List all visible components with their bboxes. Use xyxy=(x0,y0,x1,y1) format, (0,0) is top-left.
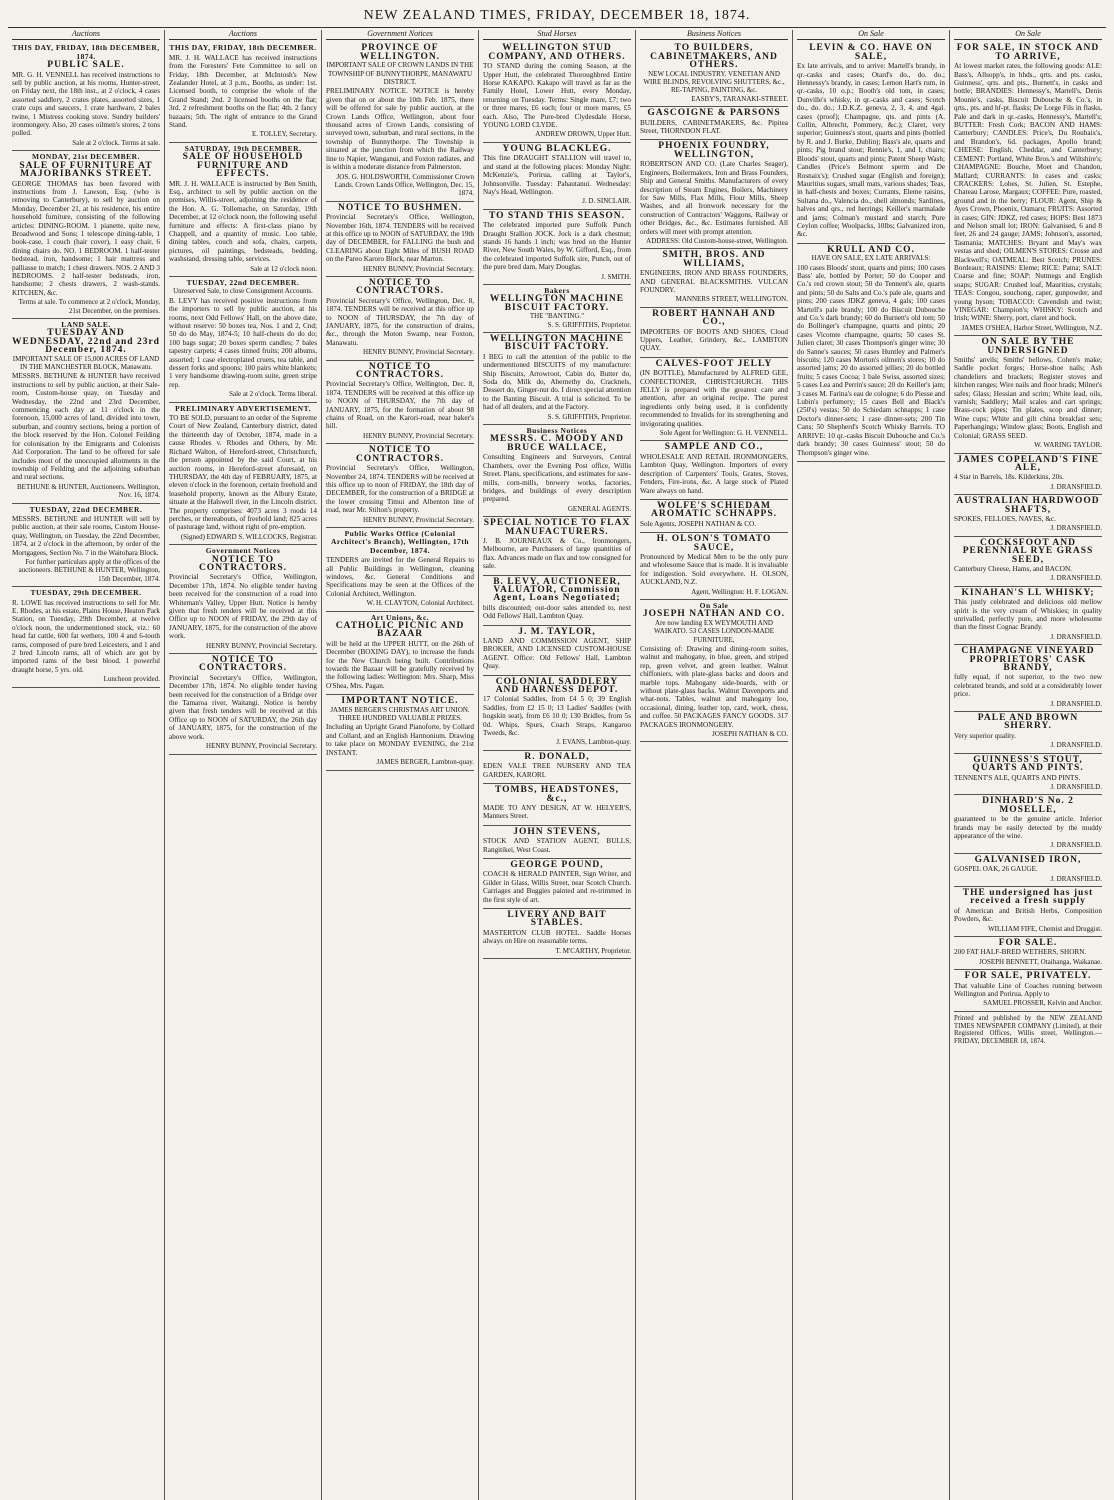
ad-signature: MANNERS STREET, WELLINGTON. xyxy=(675,295,788,304)
section-heading: On Sale xyxy=(797,30,945,40)
ad-body: Pronounced by Medical Men to be the only pure and wholesome Sauce that is made. It is invaluable for indigestion. Sold everywhere. H. OLSON, AUCKLAND, N.Z. xyxy=(640,552,788,587)
section-heading: On Sale xyxy=(954,30,1102,40)
ad-body: Consulting Engineers and Surveyors, Central Chambers, over the Evening Post office, Willis Street. Plans, specifications, and estimates for saw-mills, corn-mills, brewery works, factories, bridges, and buildings of every description prepared. xyxy=(483,453,631,504)
ad-subtitle: IMPORTANT SALE OF 15,000 ACRES OF LAND IN THE MANCHESTER BLOCK, Manawatu. xyxy=(12,354,160,372)
advertisement xyxy=(640,358,788,442)
ad-body: The celebrated imported pure Suffolk Punch Draught Stallion JOCK. Jock is a dark chestnut; stands 16 hands 1 inch; was bred on the Hunter River, New South Wales, by W. Gifford, Esq., from the celebrated imported Suffolk sire, Punch, out of the pure bred dam, Mary Douglas. xyxy=(483,221,631,272)
advertisement xyxy=(326,444,474,528)
ad-body: IMPORTERS OF BOOTS AND SHOES, Cloud Uppers, Leather, Grindery, &c., LAMBTON QUAY. xyxy=(640,327,788,353)
ad-signature: HENRY BUNNY, Provincial Secretary. xyxy=(363,431,474,440)
advertisement xyxy=(483,784,631,826)
column-7 xyxy=(950,30,1106,1500)
ad-signature: Sale at 12 o'clock noon. xyxy=(250,264,317,273)
ad-body: 17 Colonial Saddles, from £4 5 0; 39 English Saddles, from £2 15 0; 13 Ladies' Saddles (with hogskin seat), from £6 10 0; 130 Bridles, from 5s 0d. Whips, Spurs, Coach Straps, Kangaroo Tweeds, &c. xyxy=(483,695,631,738)
ad-signature: W. WARING TAYLOR. xyxy=(1034,441,1102,450)
advertisement xyxy=(954,754,1102,796)
ad-title: PHOENIX FOUNDRY, WELLINGTON, xyxy=(658,141,770,160)
ad-title: COCKSFOOT AND PERENNIAL RYE GRASS SEED, xyxy=(962,537,1094,565)
advertisement xyxy=(483,826,631,859)
ad-date-heading: TUESDAY, 22nd DECEMBER. xyxy=(29,504,143,514)
ad-body: TO STAND during the coming Season, at the Upper Hutt, the celebrated Thoroughbred Entire Horse KAKAPO. Kakapo will travel as far as the Family Hotel, Lower Hutt, every Monday, returning on Tuesday. Terms: Single mare, £7; two or three mares, £6 each; four or more mares, £5 each. Also, The Pure-bred Clydesdale Horse, YOUNG LORD CLYDE. xyxy=(483,62,631,130)
ad-date-heading: Government Notices xyxy=(205,546,281,556)
ad-title: R. DONALD, xyxy=(524,751,590,762)
ad-title: NOTICE TO BUSHMEN. xyxy=(337,202,463,213)
ad-body: LAND AND COMMISSION AGENT, SHIP BROKER, AND LICENSED CUSTOM-HOUSE AGENT. Office: Old Fellows' Hall, Lambton Quay. xyxy=(483,637,631,671)
advertisement xyxy=(326,528,474,612)
ad-body: I BEG to call the attention of the public to the undermentioned BISCUITS of my manufacture: Ship Biscuits, Arrowroot, Cabin do, Butter do, Soda do, Milk do, Abernethy do, Cracknels, Dessert do, Ginger-nut do. I direct special attention to the Banting Biscuit. A trial is solicited. To be had of all dealers, and at the Factory. xyxy=(483,352,631,412)
ad-subtitle: THE "BANTING." xyxy=(529,312,585,321)
ad-title: JAMES COPELAND'S FINE ALE, xyxy=(957,454,1099,473)
ad-body: This justly celebrated and delicious old mellow spirit is the very cream of Whiskies; in quality unrivalled, perfectly pure, and more wholesome than the finest Cognac Brandy. xyxy=(954,598,1102,632)
advertisement xyxy=(12,42,160,151)
ad-body: MR. G. H. VENNELL has received instructions to sell by public auction, at his rooms, Hunter-street, on Friday next, the 18th inst., at 2 o'clock, 4 cases assorted saddlery, 2 crates plates, assorted sizes, 1 crate cups and saucers, 1 crate hardware, 2 bales twine, 1 Mistress cooking stove. Sundry builders' ironmongery. Also, 20 cases oilmen's stores, 2 tons polled. xyxy=(12,70,160,138)
ad-body: TENNENT'S ALE, QUARTS AND PINTS. xyxy=(954,773,1081,782)
ad-body: EDEN VALE TREE NURSERY AND TEA GARDEN, KARORI. xyxy=(483,762,631,779)
ad-body: will be held at the UPPER HUTT, on the 26th of December (BOXING DAY), to increase the funds for the New Church being built. Contributions towards the Bazaar will be gratefully received by the following ladies: Wellington: Mrs. Sharp, Miss O'Shea, Mrs. Pagan. xyxy=(326,639,474,690)
advertisement xyxy=(954,970,1102,1012)
ad-title: YOUNG BLACKLEG. xyxy=(502,143,612,154)
ad-signature: S. S. GRIFFITHS, Proprietor. xyxy=(547,320,631,329)
ad-date-heading: TUESDAY, 29th DECEMBER. xyxy=(30,588,142,598)
ad-title: WOLFE'S SCHIEDAM AROMATIC SCHNAPPS. xyxy=(650,500,778,520)
column-6 xyxy=(793,30,950,1500)
ad-title: PUBLIC SALE. xyxy=(47,60,125,71)
advertisement xyxy=(483,425,631,517)
ad-title: JOSEPH NATHAN AND CO. xyxy=(642,609,786,620)
ad-body: 200 FAT HALF-BRED WETHERS, SHORN. xyxy=(954,948,1087,957)
ad-title: GALVANISED IRON, xyxy=(974,854,1082,865)
ad-date-heading: LAND SALE. xyxy=(61,320,111,329)
ad-signature: EASBY'S, TARANAKI-STREET. xyxy=(691,94,788,103)
advertisement xyxy=(326,202,474,277)
advertisement xyxy=(640,441,788,499)
ad-body: 4 Star in Barrels, 18s. Kilderkins, 20s. xyxy=(954,473,1064,482)
ad-signature: GENERAL AGENTS. xyxy=(567,504,631,513)
advertisement xyxy=(169,654,317,754)
column-4 xyxy=(479,30,636,1500)
ad-signature: J. DRANSFIELD. xyxy=(1050,841,1102,850)
ad-title: JOHN STEVENS, xyxy=(513,826,601,837)
ad-body: Provincial Secretary's Office, Wellington, December 17th, 1874. No eligible tender having been received for the construction of a road into Whiteman's Valley, Upper Hutt. Notice is hereby given that fresh tenders will be received at this Office up to NOON of FRIDAY, the 29th day of JANUARY, 1875, for the construction of the above work. xyxy=(169,573,317,641)
ad-title: KRULL AND CO. xyxy=(827,244,915,255)
advertisement xyxy=(954,42,1102,336)
ad-subtitle: NEW LOCAL INDUSTRY. VENETIAN AND WIRE BLINDS, REVOLVING SHUTTERS, &c., RE-TAPING, PAINTING, &c. xyxy=(643,69,785,95)
ad-title: MESSRS. C. MOODY AND BRUCE WALLACE, xyxy=(490,434,624,453)
ad-title: TUESDAY AND WEDNESDAY, 22nd and 23rd December, 1874. xyxy=(12,328,160,356)
ad-title: NOTICE TO CONTRACTORS. xyxy=(355,445,445,464)
ad-signature: Sole Agent for Wellington: G. H. VENNELL. xyxy=(659,429,788,438)
ad-body: MADE TO ANY DESIGN, AT W. HELYER'S, Manners Street. xyxy=(483,803,631,821)
advertisement xyxy=(483,576,631,626)
ad-date-heading: PRELIMINARY ADVERTISEMENT. xyxy=(175,403,311,413)
ad-subtitle: Unreserved Sale, to close Consignment Accounts. xyxy=(173,287,313,296)
advertisement xyxy=(640,140,788,249)
column-1 xyxy=(8,30,165,1500)
advertisement xyxy=(326,42,474,201)
ad-signature: W. H. CLAYTON, Colonial Architect. xyxy=(366,599,474,608)
ad-title: CALVES-FOOT JELLY xyxy=(655,358,773,369)
ad-title: GUINNESS'S STOUT, QUARTS AND PINTS. xyxy=(972,754,1084,774)
ad-signature: HENRY BUNNY, Provincial Secretary. xyxy=(206,641,317,650)
ad-body: 100 cases Bloods' stout, quarts and pints; 100 cases Bass' ale, bottled by Porter; 50 do Cooper and Co.'s red crown stout; 50 do Tennent's ale, quarts and pints; 50 do Salts and Co.'s pale ale, quarts and pints; 200 cases JDKZ geneva, 4 gals; 100 cases Martell's pale brandy; 100 do Biscuit Dubouche and Co.'s dark brandy; 60 do Burnett's old tom; 50 do Bollinger's champagne, quarts and pints; 20 cases Vicomte champagne, quarts; 50 cases St. Julien claret; 30 cases Thompson's ginger wine; 30 do Sanne's sauces; 50 cases Huntley and Palmer's biscuits; 120 cases Morton's oilmen's stores; 10 do assorted jams; 20 do assorted jellies; 20 do bottled fruits; 5 cases Cocoa; 1 bale Swiss, assorted sizes; 5 cases Lea and Perrin's sauce; 20 do Keiller's jam; 3 cases M. Farina's eau de cologne; 6 do Piesse and Lubin's perfumery; 15 cases Bell and Black's (250's) vestas; 50 do Schiedam schnapps; 1 case Doctor's dinner-sets; 1 case dinner-sets; 200 Tin Cans; 50 Shepherd's Scotch Whisky Barrels. TO ARRIVE: 10 qr.-casks Biscuit Dubouche and Co.'s dark brandy; 30 cases Guinness' stout; 50 do Thompson's ginger wine. xyxy=(797,263,946,457)
ad-body: ROBERTSON AND CO. (Late Charles Seager), Engineers, Boilermakers, Iron and Brass Founders, Ship and General Smiths. Manufacturers of every description of Steam Engines, Boilers, Machinery for Saw Mills, Flax Mills, Flour Mills, Sheep Washes, and all Ironwork necessary for the construction of Contractors' Waggons, Railway or other Bridges, &c., &c. Estimates furnished. All orders will meet with prompt attention. xyxy=(640,160,788,236)
ad-body: MR. J. H. WALLACE is instructed by Ben Smith, Esq., architect to sell by public auction on the premises, Willis-street, adjoining the residence of the Hon. A. G. Tollemache, on Saturday, 19th December, at 12 o'clock noon, the following useful furniture and effects: A first-class piano by Chappell, and a quantity of music. Loo table, dining tables, couch and sofa, chairs, carpets, pictures, oil paintings, bedsteads, bedding, washstand, dressing table, services. xyxy=(169,179,317,264)
ad-body: ENGINEERS, IRON AND BRASS FOUNDERS, AND GENERAL BLACKSMITHS. VULCAN FOUNDRY. xyxy=(640,269,788,294)
advertisement xyxy=(954,336,1102,453)
ad-signature: J. DRANSFIELD. xyxy=(1050,574,1102,583)
ad-body: Provincial Secretary's Office, Wellington, December 17th, 1874. No eligible tender having been received for the construction of a Bridge over the Tamaroa river, Waitangi. Notice is hereby given that fresh tenders will be received at this Office up to NOON of SATURDAY, the 26th day of JANUARY, 1875, for the construction of the above work. xyxy=(169,673,317,741)
ad-title: COLONIAL SADDLERY AND HARNESS DEPOT. xyxy=(495,676,619,696)
ad-date-heading: Art Unions, &c. xyxy=(370,612,430,622)
ad-signature: For further particulars apply at the offices of the auctioneers. BETHUNE & HUNTER, Wellington, 15th December, 1874. xyxy=(18,557,160,583)
ad-body: J. B. JOURNEAUX & Co., Ironmongers, Melbourne, are Purchasers of large quantities of flax. Advances made on flax and tow consigned for sale. xyxy=(483,536,631,571)
ad-title: WELLINGTON STUD COMPANY, AND OTHERS. xyxy=(488,43,626,62)
ad-title: LEVIN & CO. HAVE ON SALE, xyxy=(809,43,933,62)
ad-body: Smiths' anvils; Smiths' bellows, Cohen's make; Saddle pocket forges; Horse-shoe nails; Ash chandeliers and brackets; Register stoves and kitchen ranges; Wire nails and floor brads; Milner's safes; Glass; Hessian and scrim; White lead, oils, varnish; Saddlery; Mail scales and cart springs; Brass-cock pipes; Tin plates, scop and dinner; Wine cups; White and gilt china breakfast sets; Paperhangings; Window glass; Boots, English and Colonial; GRASS SEED. xyxy=(954,356,1102,440)
ad-body: MASTERTON CLUB HOTEL. Saddle Horses always on Hire on reasonable terms. xyxy=(483,928,631,946)
ad-signature: ADDRESS: Old Custom-house-street, Wellington. xyxy=(646,236,788,245)
advertisement xyxy=(483,909,631,959)
ad-signature: JOS. G. HOLDSWORTH, Commissioner Crown Lands. Crown Lands Office, Wellington, Dec. 15, 1874. xyxy=(334,172,474,198)
ad-title: FOR SALE. xyxy=(998,938,1058,948)
advertisement xyxy=(954,887,1102,937)
ad-signature: Sale at 2 o'clock. Terms at sale. xyxy=(72,138,160,147)
ad-title: SAMPLE AND CO., xyxy=(664,442,764,453)
ad-title: NOTICE TO CONTRACTORS. xyxy=(198,655,288,674)
ad-body: BUILDERS, CABINETMAKERS, &c. Pipitea Street, THORNDON FLAT. xyxy=(640,118,788,136)
ad-body: GOSPEL OAK, 26 GAUGE. xyxy=(954,865,1038,874)
advertisement xyxy=(640,500,788,533)
advertisement xyxy=(954,495,1102,537)
ad-body: TENDERS are invited for the General Repairs to all Public Buildings in Wellington, cleaning windows, &c. General Conditions and Specifications may be seen at the Offices of the Colonial Architect, Wellington. xyxy=(326,556,474,598)
ad-title: H. OLSON'S TOMATO SAUCE, xyxy=(656,534,772,553)
ad-body: MR. J. H. WALLACE has received instructions from the Foresters' Fete Committee to sell on Friday, 18th December, at McIntosh's New Zealander Hotel, at 3 p.m., Booths, as under: 1st. Licensed booth, to comprise the whole of the Grand Stand; 2nd. 2 licensed booths on the flat; 3rd. 2 refreshment booths on the flat; 4th. 2 fancy bazaars; 5th. The right of entrance to the Grand Stand. xyxy=(169,53,317,130)
advertisement xyxy=(169,42,317,142)
ad-date-heading: MONDAY, 21st DECEMBER. xyxy=(32,152,140,162)
ad-title: J. M. TAYLOR, xyxy=(518,626,596,637)
advertisement xyxy=(483,285,631,333)
ad-signature: Agent, Wellington: H. F. LOGAN. xyxy=(691,587,788,596)
ad-title: NOTICE TO CONTRACTORS. xyxy=(198,554,288,573)
ad-date-heading: SATURDAY, 19th DECEMBER. xyxy=(184,143,302,153)
ad-body: Provincial Secretary's Office, Wellington, November 16th, 1874. TENDERS will be received at this office up to NOON of SATURDAY, the 19th day of DECEMBER, for FALLING the bush and CLEARING about Eight Miles of BUSH ROAD on the Pareo Karoro Block, near Marton. xyxy=(326,213,475,264)
ad-signature: J. DRANSFIELD. xyxy=(1050,741,1102,750)
ad-title: GEORGE POUND, xyxy=(510,859,604,870)
ad-body: Ex late arrivals, and to arrive: Martell's brandy, in qr.-casks and cases; Otard's do., do. do.; Hennessy's brandy, in cases; Lemon Hart's rum, in qr.-casks, 10 o.p.; Booth's old tom, in cases; Dunville's whisky, in qr.-casks and cases; Scotch do., do. do.; J.D.K.Z. geneva, 2, 3, 4, and 4gal. cases (proof); Champagne, qts. and pints (A. Collin, Albrecht, Pommery, &c.); Claret, very superior; Guinness's stout, quarts and pints (bottled by R. and J. Burke, Dublin); Bass's ale, quarts and pints; Pig brand stout; Rennie's, 1, and I, chairs; Bloods' stout, quarts and pints; Patent Sheep Wash; Candles (Price's Belmont sperm and De Rosnaix's); Crushed sugar (English and foreign); Mauritius sugars, small mats, various shades; Teas, in half-chests and boxes; Currants, Eleme raisins, Sultana do., Valencia do., shell almonds; Sardines, halves and qrs., red herrings; Keiller's marmalade and jams; Colman's mustard and starch; Pure Ceylon coffee; Woolpacks, 10lbs; Galvanized iron, &c. xyxy=(797,62,945,239)
ad-signature: E. TOLLEY, Secretary. xyxy=(251,130,317,139)
advertisement xyxy=(797,42,945,243)
advertisement xyxy=(12,504,160,588)
advertisement xyxy=(954,645,1102,712)
ad-title: CATHOLIC PICNIC AND BAZAAR xyxy=(335,621,465,640)
ad-signature: J. DRANSFIELD. xyxy=(1050,482,1102,491)
advertisement xyxy=(797,244,945,462)
ad-title: SALE OF FURNITURE AT MAJORIBANKS STREET. xyxy=(19,160,153,180)
ad-signature: J. D. SINCLAIR. xyxy=(582,197,631,206)
ad-signature: J. SMITH. xyxy=(601,272,631,281)
ad-body: R. LOWE has received instructions to sell for Mr. E. Rhodes, at his estate, Plains House, Heaton Park Station, on Tuesday, 29th December, at twelve o'clock noon, the undermentioned stock, viz.: 60 head fat cattle, 600 fat wethers, 100 4 and 6-tooth rams, composed of pure bred Leicesters, and 1 and 2 bred Lincoln rams, all of which are got by imported rams of the best blood. 1 powerful draught horse, 5 yrs. old. xyxy=(12,598,160,674)
ad-signature: HENRY BUNNY, Provincial Secretary. xyxy=(363,264,474,273)
ad-body: of American and British Herbs, Composition Powders, &c. xyxy=(954,906,1102,924)
ad-body: At lowest market rates, the following goods: ALE: Bass's, Allsopp's, in hhds., qrts. and pts. casks, Guinness', qrts. and pts., Burnett's, in casks and bottle; BRANDIES: Hennessy's, Martell's, Denis Mounie's, casks, Biscuit Dubouche & Co.'s, in qrts., pts. and hf-pt. flasks; De Lorge Fils in flasks, Pale and dark in qr.-casks, Hennessy's, Martell's; BUTTER: Fresh Cork; BACON AND HAMS: Canterbury; CANDLES: Price's, Du Roubaix's, and Brandon's, 6d. packages, Apollo brand; CHEESE: English, Cheddar, and Canterbury; CEMENT: Portland, White Bros.'s and Wiltshire's; CHAMPAGNE: Bouche, Moet and Chandon, Mallard; CURRANTS: In cases and casks; CRACKERS: Lobes, St. Julien, St. Estephe, Chateau Larose, Margaux; COFFEE: Pure, roasted, ground and in the berry; FLOUR: Agent, Ship & Ayes Crown, Phoenix, Oamaru; FRUITS: Assorted in cases; GIN: JDKZ, red cases; HOPS: Best 1873 and Nelson small lot; IRON: Galvanised, 6 and 8 feet, 26 and 24 gauge; JAMS: Johnson's, assorted, Tasmania; MATCHES: Bryant and May's wax vestas and shed; OILMEN'S STORES: Crosse and Blackwell's; OATMEAL: Best Scotch; PRUNES: Bordeaux; RAISINS: Eleme; RICE: Patna; SALT: Coarse and fine; SOAP: Nutmegs and English soaps; SUGAR: Crushed loaf, Mauritius, crystals; TEAS: Congou, souchong, caper, gunpowder, and young hyson; TOBACCO: Cavendish and twist; VINEGAR: Champion's; WHISKY: Scotch and Irish; WINE: Sherry, port, claret and hock. xyxy=(954,62,1102,323)
ad-body: Very superior quality. xyxy=(954,731,1017,740)
ad-body: PRELIMINARY NOTICE. NOTICE is hereby given that on or about the 10th Feb. 1875, there will be offered for sale by public auction, at the Crown Lands Office, Wellington, about four thousand acres of Crown Lands, consisting of surveyed town, suburban, and rural sections, in the township of Bunnythorpe. The Township is situated at the junction from which the Railway line to Napier, Wanganui, and Foxton radiates, and is within a moderate distance from Palmerston. xyxy=(326,87,474,172)
advertisement xyxy=(12,151,160,319)
ad-title: FOR SALE, PRIVATELY. xyxy=(964,971,1092,982)
ad-body: MESSRS. BETHUNE & HUNTER have received instructions to sell by public auction, at their Sale-room, Custom-house quay, on Tuesday and Wednesday, the 22nd and 23rd December, commencing each day at 11 o'clock in the forenoon, 15,000 acres of land, divided into town, suburban, and country sections, being a portion of the block reserved by the Hon. Colonel Feilding for colonisation by the Emigrants and Colonists Aid Corporation. The land to be offered for sale includes most of the unoccupied allotments in the township of Feilding and the adjoining suburban and rural sections. xyxy=(12,372,160,482)
advertisement xyxy=(12,587,160,687)
ad-body: guaranteed to be the genuine article. Inferior brands may be easily detected by the muddy appearance of the wine. xyxy=(954,815,1102,840)
ad-signature: J. DRANSFIELD. xyxy=(1050,782,1102,791)
advertisement xyxy=(954,537,1102,587)
advertisement xyxy=(169,143,317,277)
advertisement xyxy=(483,751,631,784)
ad-body: That valuable Line of Coaches running between Wellington and Porirua. Apply to xyxy=(954,981,1102,999)
ad-title: DINHARD'S No. 2 MOSELLE, xyxy=(982,796,1074,815)
advertisement xyxy=(12,319,160,504)
ad-title: WELLINGTON MACHINE BISCUIT FACTORY. xyxy=(489,334,625,353)
ad-signature: Luncheon provided. xyxy=(103,675,160,684)
column-2 xyxy=(165,30,322,1500)
advertisement xyxy=(483,42,631,142)
ad-title: KINAHAN'S LL WHISKY; xyxy=(961,587,1095,598)
ad-signature: T. M'CARTHY, Proprietor. xyxy=(555,946,631,955)
section-heading: Government Notices xyxy=(326,30,474,40)
advertisement xyxy=(640,533,788,600)
ad-signature: JAMES BERGER, Lambton-quay. xyxy=(376,758,474,767)
ad-title: CHAMPAGNE VINEYARD PROPRIETORS' CASK BRANDY, xyxy=(961,646,1095,674)
ad-signature: BETHUNE & HUNTER, Auctioneers. Wellington, Nov. 16, 1874. xyxy=(17,482,160,500)
ad-signature: HENRY BUNNY, Provincial Secretary. xyxy=(363,515,474,524)
ad-title: PROVINCE OF WELLINGTON. xyxy=(359,43,441,62)
ad-body: Consisting of: Drawing and dining-room suites, walnut and mahogany, in blue, green, and striped rep, green velvet, and green leather. Walnut chiffoniers, with plate-glass backs and doors and marble tops. Mahogany side-boards, with or without plate-glass backs. Walnut Davenports and what-nots. Tables, walnut and mahogany loo, occasional, dining, leather top, card, work, chess, and coffee. 50 PACKAGES FANCY GOODS. 317 PACKAGES IRONMONGERY. xyxy=(640,645,788,729)
ad-body: fully equal, if not superior, to the two new celebrated brands, and sold at a considerably lower price. xyxy=(954,673,1102,699)
section-heading: Business Notices xyxy=(640,30,788,40)
ad-date-heading: TUESDAY, 22nd DECEMBER. xyxy=(186,277,300,287)
ad-body: Provincial Secretary's Office, Wellington, Dec. 8, 1874. TENDERS will be received at this office up to NOON of THURSDAY, the 7th day of JANUARY, 1875, for the formation of about 98 chains of Road, on the Karori-road, near baker's hill. xyxy=(326,380,474,431)
ad-signature: JOSEPH NATHAN & CO. xyxy=(712,730,788,739)
column-5 xyxy=(636,30,793,1500)
ad-title: B. LEVY, AUCTIONEER, VALUATOR, Commission Agent, Loans Negotiated; xyxy=(493,576,621,604)
ad-body: TO BE SOLD, pursuant to an order of the Supreme Court of New Zealand, Canterbury district, dated the thirteenth day of October, 1874, made in a cause Rhodes v. Rhodes and Others, by Mr. Richard Walton, of Hereford-street, Christchurch, the person appointed by the said Court, at his auction rooms, in Hereford-street aforesaid, on THURSDAY, the 4th day of FEBRUARY, 1875, at eleven o'clock in the forenoon, certain freehold and leasehold property, known as the Albury Estate, situate at the Halswell river, in the Lincoln district. The property comprises: 4073 acres 3 roods 14 perches, or thereabouts, of freehold land; 825 acres of pasturage land, without right of pre-emption. xyxy=(169,414,317,532)
ad-title: ROBERT HANNAH AND CO., xyxy=(652,308,776,328)
ad-title: IMPORTANT NOTICE. xyxy=(341,696,459,707)
advertisement xyxy=(483,626,631,676)
ad-title: SPECIAL NOTICE TO FLAX MANUFACTURERS. xyxy=(483,518,631,537)
ad-body: SPOKES, FELLOES, NAVES, &c. xyxy=(954,514,1056,523)
advertisement xyxy=(169,277,317,403)
ad-body: Including an Upright Grand Pianoforte, by Collard and Collard, and an English Harmonium. Drawing to take place on MONDAY EVENING, the 21st INSTANT. xyxy=(326,723,474,757)
ad-body: STOCK AND STATION AGENT, BULLS, Rangitikei, West Coast. xyxy=(483,837,631,854)
advertisement xyxy=(169,545,317,654)
ad-title: AUSTRALIAN HARDWOOD SHAFTS, xyxy=(956,496,1100,515)
section-heading: Stud Horses xyxy=(483,30,631,40)
ad-body: Sole Agents, JOSEPH NATHAN & CO. xyxy=(640,519,757,528)
ad-subtitle: HAVE ON SALE, EX LATE ARRIVALS: xyxy=(811,254,931,263)
advertisement xyxy=(483,333,631,425)
ad-signature: WILLIAM FIFE, Chemist and Druggist. xyxy=(988,924,1102,933)
advertisement xyxy=(483,859,631,909)
ad-date-heading: Bakers xyxy=(544,285,570,295)
ad-signature: Terms at sale. To commence at 2 o'clock, Monday, 21st December, on the premises. xyxy=(18,298,160,315)
ad-date-heading: THIS DAY, FRIDAY, 18th DECEMBER, 1874. xyxy=(12,43,160,61)
ad-body: Provincial Secretary's Office, Wellington, Dec. 8, 1874. TENDERS will be received at this office up to NOON of THURSDAY, the 7th day of JANUARY, 1875, for the construction of drains, &c., through the Moton Swamp, near Foxton, Manawatu. xyxy=(326,296,474,347)
advertisement xyxy=(640,308,788,358)
ad-signature: JOSEPH BENNETT, Otaihanga, Waikanae. xyxy=(979,957,1102,966)
ad-title: FOR SALE, IN STOCK AND TO ARRIVE, xyxy=(956,43,1100,62)
ad-body: MESSRS. BETHUNE and HUNTER will sell by public auction, at their sale rooms, Custom House-quay, Wellington, on Tuesday, the 22nd December, 1874, at 2 o'clock in the afternoon, by order of the Mortgagees, Section No. 7 in the Waitohara Block. xyxy=(12,514,160,557)
ad-title: NOTICE TO CONTRACTORS. xyxy=(355,361,445,381)
ad-signature: J. DRANSFIELD. xyxy=(1050,524,1102,533)
ad-signature: SAMUEL PROSSER, Kelvin and Anchor. xyxy=(983,999,1102,1008)
ad-body: bills discounted; out-door sales attended to, next Odd Fellows' Hall, Lambton Quay. xyxy=(483,603,631,621)
advertisement xyxy=(169,403,317,546)
ad-signature: Sale at 2 o'clock. Terms liberal. xyxy=(229,390,317,399)
ad-body: GEORGE THOMAS has been favored with instructions from J. Lawson, Esq. (who is removing to Canterbury), to sell by auction on Monday, December 21, at his residence, his entire household furniture, consisting of the following articles: DINING-ROOM. 1 pianette, quite new, Broadwood and Sons; 1 telescope dining-table, 1 book-case, 1 couch (hair cover), 1 easy chair, 6 dining chairs do. NO. 1 BEDROOM. 1 half-tester bedstead, iron, handsome; 1 hair mattress and palliasse to match; 1 chest drawers. NOS. 2 AND 3 BEDROOMS. 2 half-tester bedsteads, iron, handsome; 2 chests drawers, 2 wash-stands. KITCHEN, &c. xyxy=(12,179,160,297)
advertisement xyxy=(640,600,788,743)
advertisement xyxy=(326,695,474,770)
advertisement xyxy=(640,42,788,107)
ad-body: Canterbury Cheese, Hams, and BACON. xyxy=(954,564,1072,573)
ad-date-heading: On Sale xyxy=(699,600,729,610)
advertisement xyxy=(483,143,631,210)
columns-container xyxy=(8,30,1106,1500)
ad-signature: S. S. GRIFFITHS, Proprietor. xyxy=(547,412,631,421)
ad-title: SALE OF HOUSEHOLD FURNITURE AND EFFECTS. xyxy=(182,152,304,180)
section-heading: Auctions xyxy=(12,30,160,40)
ad-date-heading: Business Notices xyxy=(526,426,588,436)
ad-date-heading: THIS DAY, FRIDAY, 18th DECEMBER. xyxy=(169,43,317,53)
ad-signature: J. DRANSFIELD. xyxy=(1050,874,1102,883)
ad-date-heading: Public Works Office (Colonial Architect's Branch), Wellington, 17th December, 1874. xyxy=(330,528,469,555)
ad-signature: JAMES O'SHEA, Harbor Street, Wellington, N.Z. xyxy=(961,323,1102,332)
ad-signature: ANDREW DROWN, Upper Hutt. xyxy=(535,130,631,139)
advertisement xyxy=(326,612,474,696)
ad-signature: J. EVANS, Lambton-quay. xyxy=(556,738,631,747)
ad-body: WHOLESALE AND RETAIL IRONMONGERS, Lambton Quay, Wellington. Importers of every description of Carpenters' Tools, Grates, Stoves, Fenders, Fire-irons, &c. A large stock of Plated Ware always on hand. xyxy=(640,452,788,495)
ad-body: (IN BOTTLE), Manufactured by ALFRED GEE, CONFECTIONER, CHRISTCHURCH. THIS JELLY is prepared with the greatest care and attention, after an original recipe. The purest ingredients only being used, it is confidently recommended to Invalids for its strengthening and invigorating qualities. xyxy=(640,369,788,428)
ad-subtitle: Are now landing EX WEYMOUTH AND WAIKATO. 53 CASES LONDON-MADE FURNITURE, xyxy=(653,618,775,644)
advertisement xyxy=(954,937,1102,970)
section-heading: Auctions xyxy=(169,30,317,40)
advertisement xyxy=(954,587,1102,645)
ad-title: TO BUILDERS, CABINETMAKERS, AND OTHERS. xyxy=(650,43,778,71)
ad-subtitle: JAMES BERGER'S CHRISTMAS ART UNION. THREE HUNDRED VALUABLE PRIZES. xyxy=(330,705,470,723)
ad-signature: J. DRANSFIELD. xyxy=(1050,699,1102,708)
ad-signature: HENRY BUNNY, Provincial Secretary. xyxy=(363,348,474,357)
ad-title: SMITH, BROS. AND WILLIAMS, xyxy=(662,250,766,269)
advertisement xyxy=(483,210,631,285)
ad-title: PALE AND BROWN SHERRY. xyxy=(977,713,1079,732)
ad-title: TOMBS, HEADSTONES, &c., xyxy=(494,785,620,804)
ad-title: NOTICE TO CONTRACTORS. xyxy=(355,277,445,297)
ad-title: LIVERY AND BAIT STABLES. xyxy=(507,909,607,929)
ad-title: WELLINGTON MACHINE BISCUIT FACTORY. xyxy=(489,294,625,313)
advertisement xyxy=(326,277,474,361)
ad-signature: (Signed) EDWARD S. WILLCOCKS, Registrar. xyxy=(180,532,317,541)
ad-title: ON SALE BY THE UNDERSIGNED xyxy=(981,337,1075,356)
ad-body: Provincial Secretary's Office, Wellington, November 24, 1874. TENDERS will be received at this office up to noon of FRIDAY, the 18th day of DECEMBER, for the construction of a BRIDGE at the lower crossing Timui and Albenton line of road, near Mr. Stilton's property. xyxy=(326,464,474,515)
ad-body: COACH & HERALD PAINTER, Sign Writer, and Gilder in Glass, Willis Street, near Scotch Church. Carriages and Buggies painted and re-trimmed in the first style of art. xyxy=(483,870,631,904)
masthead: NEW ZEALAND TIMES, FRIDAY, DECEMBER 18, 1874. xyxy=(8,6,1106,28)
advertisement xyxy=(954,454,1102,496)
advertisement xyxy=(954,795,1102,853)
advertisement xyxy=(483,517,631,575)
ad-signature: J. DRANSFIELD. xyxy=(1050,632,1102,641)
advertisement xyxy=(954,712,1102,754)
column-3 xyxy=(322,30,479,1500)
advertisement xyxy=(640,107,788,140)
ad-signature: HENRY BUNNY, Provincial Secretary. xyxy=(206,742,317,751)
ad-title: GASCOIGNE & PARSONS xyxy=(647,108,781,119)
ad-title: THE undersigned has just received a fresh supply xyxy=(962,887,1094,907)
ad-body: This fine DRAUGHT STALLION will travel to, and stand at the following places: Monday Night: McKenzie's, Porirua, calling at Taylor's, Johnsonville. Tuesday: Pahautanui. Wednesday: Nay's Head, Wellington. xyxy=(483,154,631,196)
advertisement xyxy=(326,361,474,445)
advertisement xyxy=(483,676,631,751)
advertisement xyxy=(640,249,788,307)
publisher-imprint: Printed and published by the NEW ZEALAND TIMES NEWSPAPER COMPANY (Limited), at their Registered Offices, Willis street, Wellington.—FRIDAY, DECEMBER 18, 1874. xyxy=(954,1014,1102,1046)
ad-body: B. LEVY has received positive instructions from the importers to sell by public auction, at his rooms, next Odd Fellows' Hall, on the above date, without reserve: 50 boxes tea, Nos. 1 and 2, Cnd; 50 do do May, 1874-5; 10 half-chests do do do; 100 bags sugar; 20 boxes sperm candles; 7 bales tapestry carpets; 4 cases tinned fruits; 200 albums, assorted; 1 case electroplated cruets, tea table, and dessert forks and spoons; 100 pairs white blankets; 1 very handsome drawing-room suite, green stripe rep. xyxy=(169,296,317,389)
ad-title: TO STAND THIS SEASON. xyxy=(488,210,626,221)
ad-subtitle: IMPORTANT SALE OF CROWN LANDS IN THE TOWNSHIP OF BUNNYTHORPE, MANAWATU DISTRICT. xyxy=(326,61,474,87)
advertisement xyxy=(954,854,1102,887)
